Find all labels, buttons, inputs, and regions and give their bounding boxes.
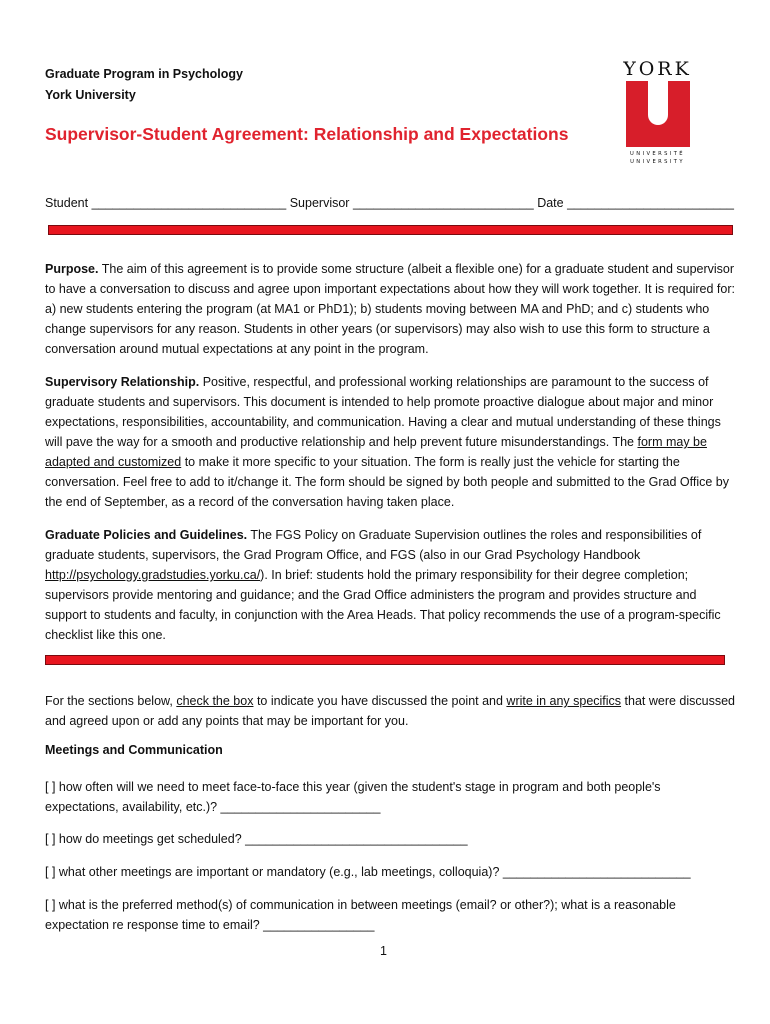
date-field[interactable]: ________________________ (567, 196, 734, 210)
student-label: Student (45, 196, 89, 210)
policies-heading: Graduate Policies and Guidelines. (45, 528, 248, 542)
purpose-paragraph: Purpose. The aim of this agreement is to provide some structure (albeit a flexible one) for a graduate student and supervisor to have a conversation to discuss and agree upon important expectations about how they will work together. It is required for: a) new students entering the program (at MA1 or PhD1); b) students moving between MA and PhD; and c) students who change supervisors for any reason. Students in other years (or supervisors) may also wish to use this form to structure a conversation around mutual expectations at any point in the program. (45, 262, 735, 356)
checklist-item[interactable]: [ ] what is the preferred method(s) of communication in between meetings (email? or other?); what is a reasonable expectation re response time to email? ________________ (45, 898, 676, 932)
adapt-form-link: form may be adapted and customized (45, 435, 707, 469)
divider-bar (45, 655, 725, 665)
checklist-item[interactable]: [ ] how often will we need to meet face-to-face this year (given the student's stage in program and both people's expectations, availability, etc.)? _______________________ (45, 780, 661, 814)
meetings-heading: Meetings and Communication (45, 743, 223, 757)
university-name: York University (45, 88, 136, 102)
page-number: 1 (380, 944, 387, 958)
relationship-heading: Supervisory Relationship. (45, 375, 200, 389)
handbook-link[interactable]: http://psychology.gradstudies.yorku.ca/ (45, 568, 261, 582)
policies-paragraph: Graduate Policies and Guidelines. The FGS Policy on Graduate Supervision outlines the roles and responsibilities of graduate students, supervisors, the Grad Program Office, and FGS (also in our Grad Psychology Handbook http://psychology.gradstudies.yorku.ca/). In brief: students hold the primary responsibility for their degree completion; supervisors provide mentoring and guidance; and the Grad Office administers the program and provides structure and support to students and faculty, in conjunction with the Area Heads. That policy recommends the use of a program-specific checklist like this one. (45, 528, 721, 642)
names-line (45, 196, 734, 210)
page-title: Supervisor-Student Agreement: Relationship and Expectations (45, 124, 569, 144)
instructions-paragraph: For the sections below, check the box to indicate you have discussed the point and write in any specifics that were discussed and agreed upon or add any points that may be important for you. (45, 694, 735, 728)
supervisor-field[interactable]: __________________________ (352, 196, 534, 210)
program-name: Graduate Program in Psychology (45, 67, 243, 81)
relationship-paragraph: Supervisory Relationship. Positive, respectful, and professional working relationships are paramount to the success of graduate students and supervisors. This document is intended to help promote proactive dialogue about major and minor expectations, responsibilities, accountability, and communication. Having a clear and mutual understanding of these things will pave the way for a smooth and productive relationship and help prevent future misunderstandings. The form may be adapted and customized to make it more specific to your situation. The form is really just the vehicle for starting the conversation. Feel free to add to it/change it. The form should be signed by both people and submitted to the Grad Office by the end of September, as a record of the conversation having taken place. (45, 375, 729, 509)
checklist-item[interactable]: [ ] what other meetings are important or mandatory (e.g., lab meetings, colloquia)? ___________________________ (45, 865, 691, 879)
york-university-logo (620, 58, 695, 172)
program-header (45, 64, 243, 106)
student-field[interactable]: ____________________________ (91, 196, 287, 210)
supervisor-label: Supervisor (289, 196, 350, 210)
logo-u-mark (626, 81, 690, 147)
logo-york-text: YORK (623, 58, 692, 80)
checklist-item[interactable]: [ ] how do meetings get scheduled? ________________________________ (45, 832, 468, 846)
purpose-heading: Purpose. (45, 262, 99, 276)
date-label: Date (537, 196, 564, 210)
logo-bottom-text: UNIVERSITÉ UNIVERSITY (630, 151, 685, 165)
divider-bar (48, 225, 733, 235)
